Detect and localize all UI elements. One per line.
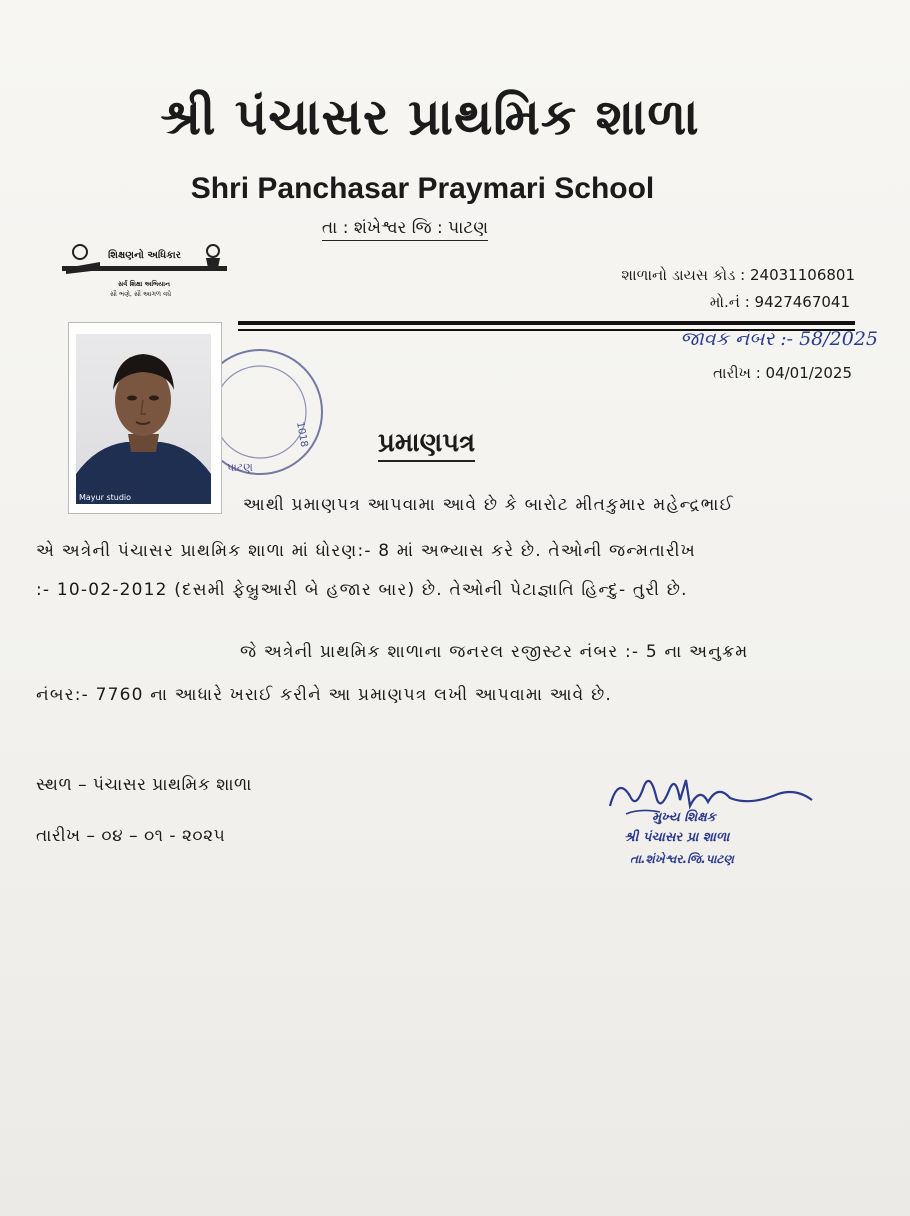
- signature-school: શ્રી પંચાસર પ્રા શાળા: [624, 830, 730, 845]
- certificate-line-1: આથી પ્રમાણપત્ર આપવામા આવે છે કે બારોટ મીતકુમાર મહેન્દ્રભાઈ: [243, 495, 734, 515]
- footer-date: તારીખ – ૦૪ – ૦૧ - ૨૦૨૫: [36, 826, 226, 846]
- right-to-education-logo: [60, 240, 235, 308]
- signature-designation: મુખ્ય શિક્ષક: [652, 810, 716, 825]
- logo-title: શિક્ષણનો અધિકાર: [108, 250, 181, 261]
- outward-number: જાવક નંબર :- 58/2025: [680, 328, 878, 350]
- student-photo: [76, 334, 211, 504]
- certificate-line-4: જે અત્રેની પ્રાથમિક શાળાના જનરલ રજીસ્ટર નંબર :- 5 ના અનુક્રમ: [240, 642, 749, 662]
- headmaster-signature: [600, 766, 830, 876]
- logo-line2: સૌ ભણે, સૌ આગળ વધે: [110, 290, 172, 298]
- taluka-district: તા : શંખેશ્વર જિ : પાટણ: [0, 218, 810, 238]
- certificate-line-3: :- 10-02-2012 (દસમી ફેબ્રુઆરી બે હજાર બાર) છે. તેઓની પેટાજ્ઞાતિ હિન્દુ- તુરી છે.: [36, 580, 688, 600]
- mobile-number: મો.નં : 9427467041: [709, 293, 850, 311]
- school-name-english: Shri Panchasar Praymari School: [190, 172, 655, 205]
- seal-text-bottom: પાટણ: [227, 461, 253, 474]
- school-name-gujarati: શ્રી પંચાસર પ્રાથમિક શાળા: [160, 88, 700, 146]
- header-rule: [238, 321, 855, 325]
- certificate-line-5: નંબર:- 7760 ના આધારે ખરાઈ કરીને આ પ્રમાણપત્ર લખી આપવામા આવે છે.: [36, 685, 613, 705]
- signature-place: તા.શંખેશ્વર.જિ.પાટણ: [630, 852, 734, 866]
- certificate-title: પ્રમાણપત્ર: [378, 428, 475, 459]
- logo-line1: સર્વ શિક્ષા અભિયાન: [118, 280, 170, 288]
- certificate-line-2: એ અત્રેની પંચાસર પ્રાથમિક શાળા માં ધોરણ:- 8 માં અભ્યાસ કરે છે. તેઓની જન્મતારીખ: [36, 541, 696, 561]
- place-label: સ્થળ – પંચાસર પ્રાથમિક શાળા: [36, 775, 252, 795]
- issue-date: તારીખ : 04/01/2025: [712, 364, 852, 382]
- dise-code: શાળાનો ડાયસ કોડ : 24031106801: [621, 266, 855, 284]
- photo-studio-label: Mayur studio: [79, 493, 132, 502]
- seal-text-right: 1018: [294, 421, 310, 448]
